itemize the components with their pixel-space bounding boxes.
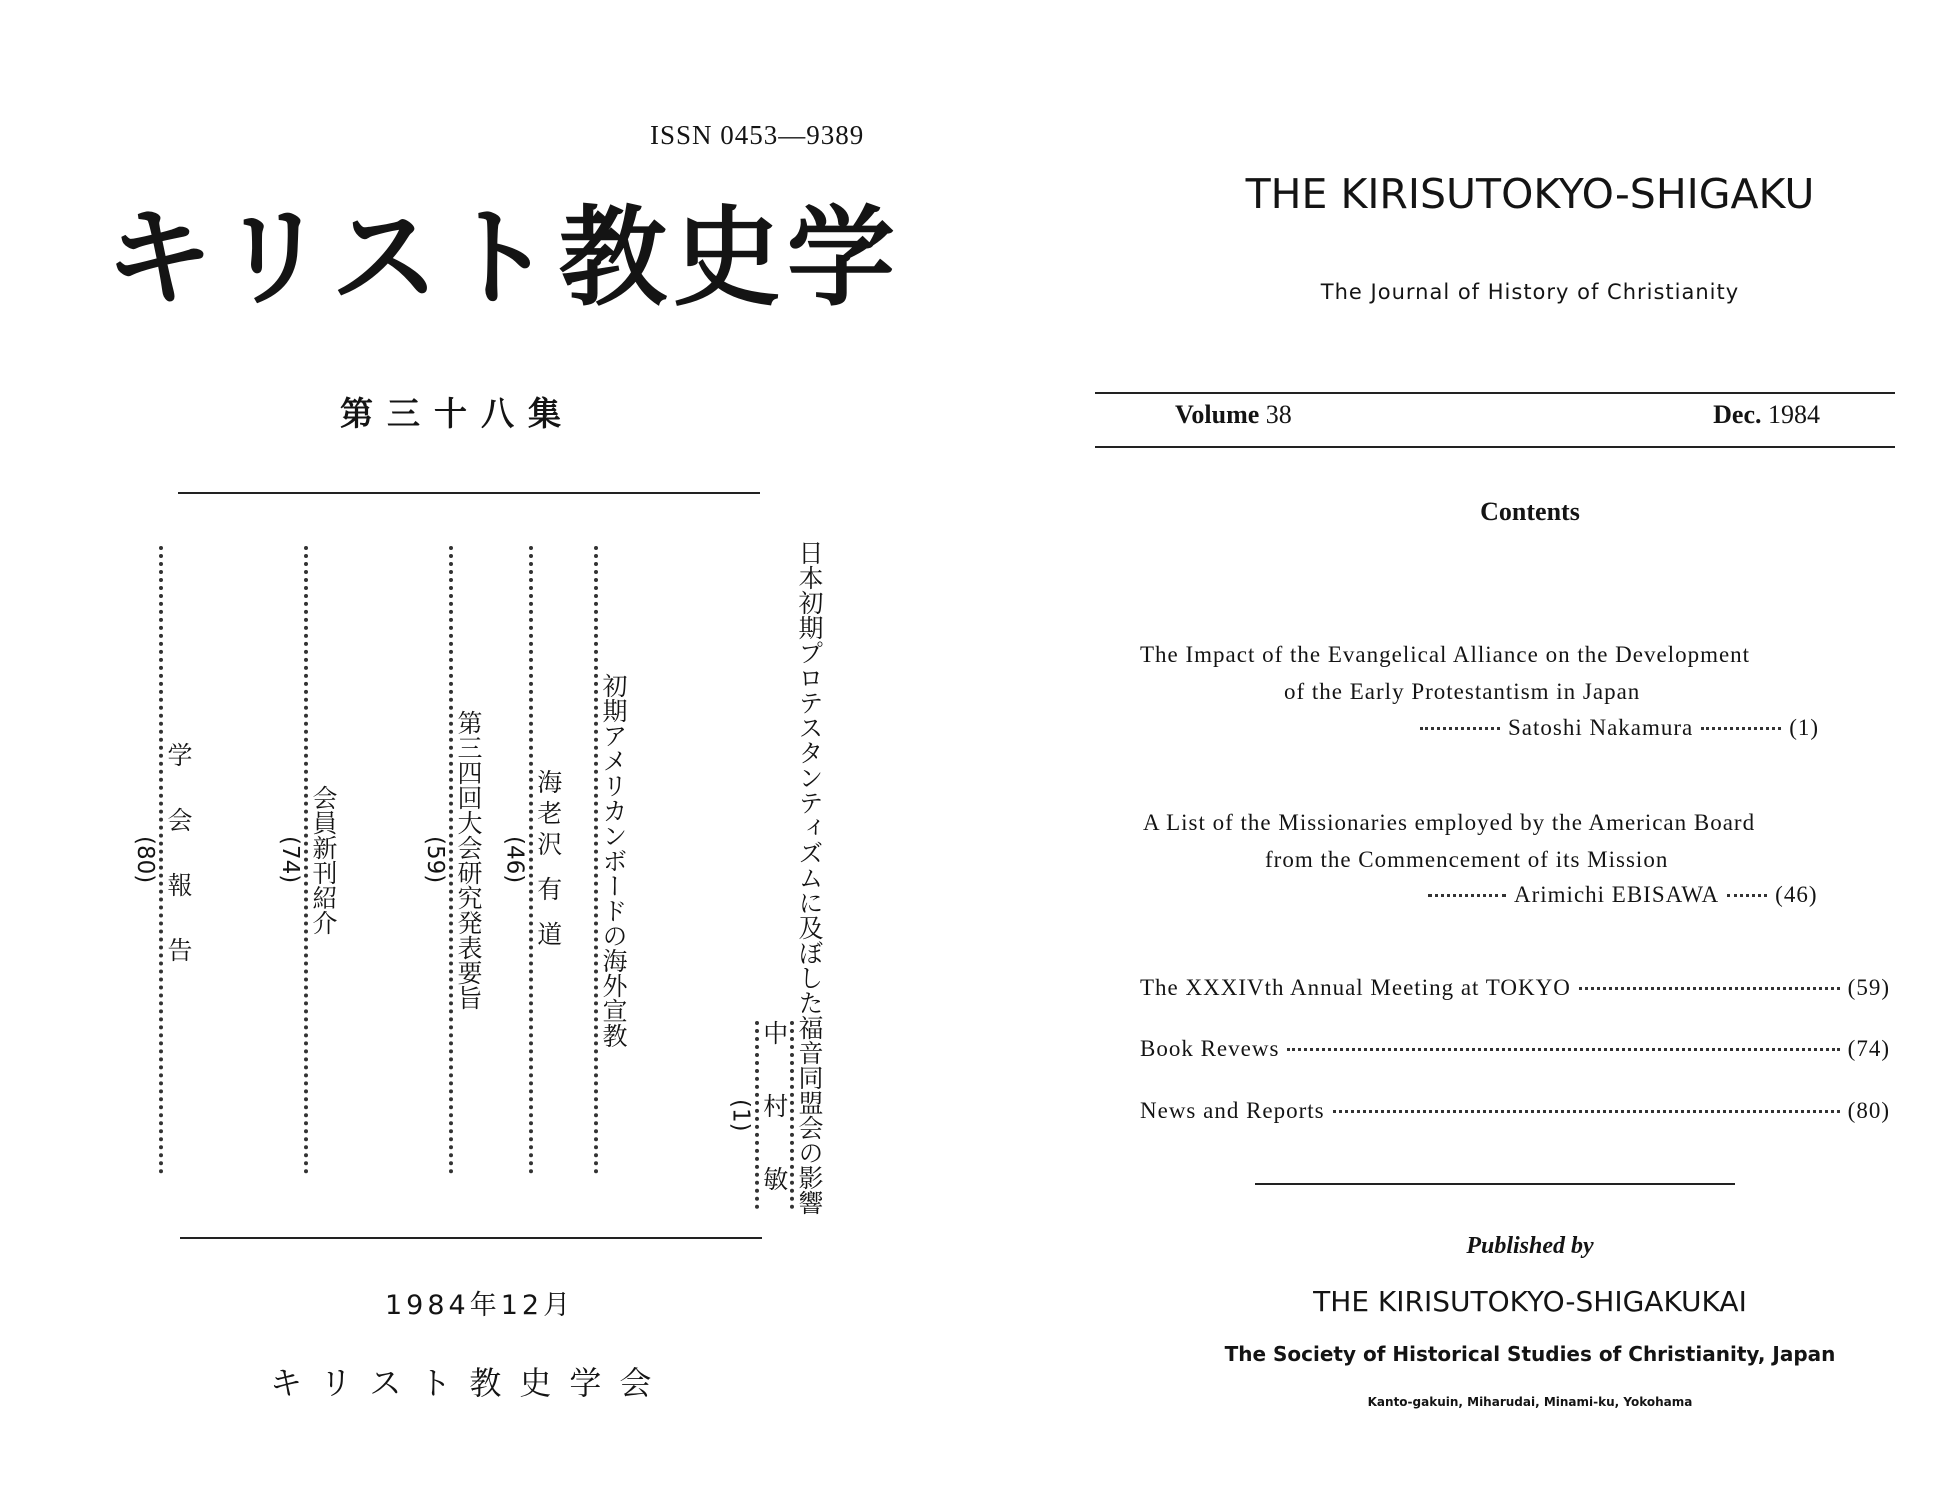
bottom-rule (180, 1237, 762, 1239)
leader-dots (1701, 727, 1781, 730)
publisher-society: The Society of Historical Studies of Christianity, Japan (1224, 1342, 1836, 1366)
contents-heading: Contents (1480, 497, 1580, 526)
article-1-author: Satoshi Nakamura (1508, 715, 1694, 740)
toc-entry-5 (131, 540, 205, 1180)
article-2-title-line2: from the Commencement of its Mission (1265, 847, 1669, 872)
journal-title-english: THE KIRISUTOKYO-SHIGAKU (1245, 170, 1815, 218)
volume-number: 38 (1265, 400, 1292, 429)
leader-dots (1579, 987, 1840, 990)
volume-japanese: 第三十八集 (340, 394, 575, 433)
article-2-page: (46) (1775, 882, 1818, 907)
leader-dots (449, 546, 453, 1174)
toc-entry-1-author: 中 村 敏 (759, 1019, 789, 1211)
leader-dots (564, 546, 598, 1174)
volume-rule-bottom (1095, 446, 1895, 448)
publisher-japanese: キリスト教史学会 (270, 1364, 670, 1402)
publisher-address: Kanto-gakuin, Miharudai, Minami-ku, Yokohama (1367, 1395, 1693, 1409)
volume-info (1175, 400, 1292, 430)
top-rule (178, 492, 760, 494)
toc-entry-4-title: 会員新刊紹介 (309, 785, 338, 935)
article-1-page: (1) (1789, 715, 1820, 740)
section-annual-meeting-page: (59) (1847, 975, 1890, 1000)
article-1-title-line1: The Impact of the Evangelical Alliance on the Development (1140, 642, 1751, 667)
leader-dots (1727, 894, 1767, 897)
article-1-byline (1412, 715, 1819, 741)
section-book-reviews-page: (74) (1847, 1036, 1890, 1061)
toc-entry-5-title: 学 会 報 告 (164, 742, 193, 978)
leader-dots (1420, 727, 1500, 730)
toc-entry-3-title: 第三四回大会研究発表要旨 (454, 710, 483, 1010)
toc-entry-3-page: (59) (421, 836, 448, 884)
publisher-name: THE KIRISUTOKYO-SHIGAKUKAI (1313, 1285, 1747, 1318)
toc-entry-4 (276, 540, 350, 1180)
issue-month: Dec. (1713, 400, 1762, 429)
leader-dots (159, 546, 163, 1174)
leader-dots (1428, 894, 1506, 897)
leader-dots (755, 1021, 759, 1209)
volume-row (1095, 400, 1895, 436)
article-2-author: Arimichi EBISAWA (1514, 882, 1720, 907)
toc-entry-1-page: (1) (727, 1098, 754, 1132)
leader-dots (1287, 1048, 1839, 1051)
publisher-rule (1255, 1183, 1735, 1185)
toc-entry-3 (421, 540, 495, 1180)
section-book-reviews (1140, 1036, 1890, 1068)
volume-rule-top (1095, 392, 1895, 394)
toc-entry-2-title: 初期アメリカンボードの海外宣教 (599, 672, 628, 1048)
toc-entry-1-title-line1: 日本初期プロテスタンティズムに及ぼした (795, 540, 824, 1015)
article-2-title-line1: A List of the Missionaries employed by the American Board (1143, 810, 1756, 835)
leader-dots (304, 546, 308, 1174)
journal-subtitle: The Journal of History of Christianity (1320, 280, 1740, 304)
leader-dots (529, 546, 533, 1174)
toc-entry-1-title-line2: 福音同盟会の影響 (795, 1015, 824, 1215)
toc-entry-2-page: (46) (501, 836, 528, 884)
journal-title-japanese: キリスト教史学 (105, 196, 901, 321)
volume-label: Volume (1175, 400, 1260, 429)
leader-dots (1333, 1110, 1840, 1113)
section-book-reviews-title: Book Revews (1140, 1036, 1280, 1061)
section-news-reports (1140, 1098, 1890, 1130)
section-news-reports-title: News and Reports (1140, 1098, 1325, 1123)
issn: ISSN 0453—9389 (650, 120, 865, 150)
toc-entry-2-author: 海老沢 有 道 (533, 768, 563, 952)
section-annual-meeting-title: The XXXIVth Annual Meeting at TOKYO (1140, 975, 1571, 1000)
section-annual-meeting (1140, 975, 1890, 1007)
article-1-title-line2: of the Early Protestantism in Japan (1284, 679, 1641, 704)
published-by: Published by (1466, 1233, 1594, 1259)
toc-entry-2 (501, 540, 640, 1180)
publication-date-japanese: 1984年12月 (385, 1290, 575, 1321)
toc-entry-4-page: (74) (276, 836, 303, 884)
issue-date (1713, 400, 1820, 430)
article-2-byline (1420, 882, 1818, 908)
english-title-page (1050, 0, 1940, 1488)
issue-year: 1984 (1768, 400, 1820, 429)
toc-entry-5-page: (80) (131, 836, 158, 884)
toc-entry-1 (727, 540, 825, 1215)
section-news-reports-page: (80) (1847, 1098, 1890, 1123)
leader-dots (790, 1021, 794, 1209)
